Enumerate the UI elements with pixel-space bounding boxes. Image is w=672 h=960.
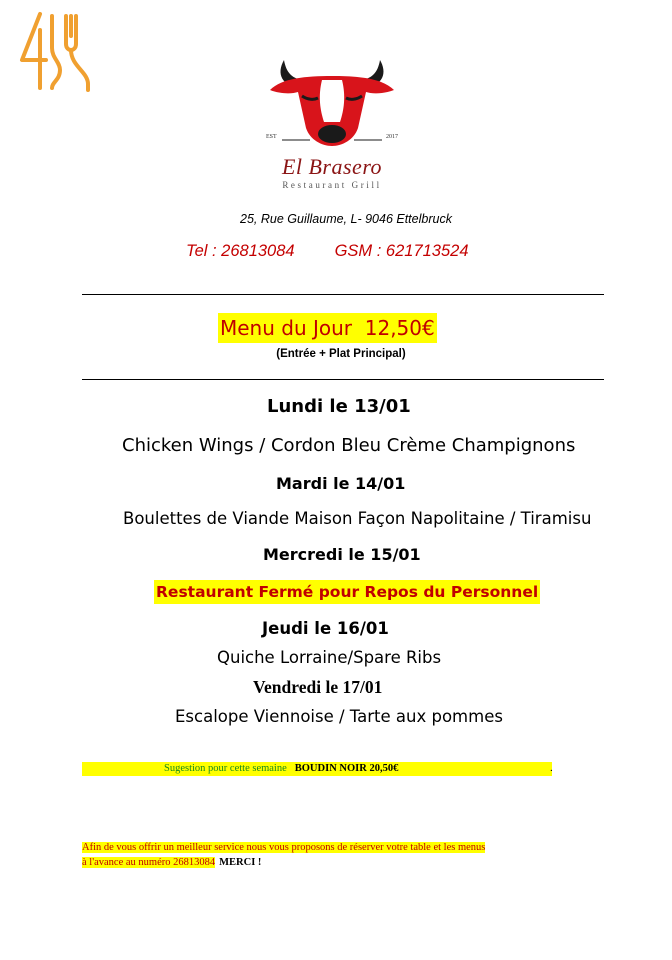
dish-thursday: Quiche Lorraine/Spare Ribs	[217, 648, 442, 667]
dish-friday: Escalope Viennoise / Tarte aux pommes	[175, 707, 503, 726]
divider-top	[82, 294, 604, 295]
menu-subtitle: (Entrée + Plat Principal)	[276, 348, 406, 360]
day-wednesday: Mercredi le 15/01	[263, 545, 421, 564]
notice-merci: MERCI !	[219, 857, 262, 868]
day-monday: Lundi le 13/01	[267, 396, 411, 417]
suggestion-label: Sugestion pour cette semaine	[164, 763, 287, 774]
brand-est-right: 2017	[386, 134, 398, 140]
notice-line2: à l'avance au numéro 26813084	[82, 857, 216, 868]
tel-number: Tel : 26813084	[186, 242, 295, 260]
notice-line1: Afin de vous offrir un meilleur service nous vous proposons de réserver votre table et les menus	[82, 842, 486, 853]
bull-head-logo-icon	[262, 50, 402, 150]
fork-knife-logo-icon	[14, 10, 90, 94]
reservation-notice	[82, 840, 602, 870]
closed-notice: Restaurant Fermé pour Repos du Personnel	[154, 580, 540, 604]
day-thursday: Jeudi le 16/01	[262, 619, 389, 638]
gsm-number: GSM : 621713524	[334, 242, 469, 260]
suggestion-line	[164, 763, 398, 774]
dish-tuesday: Boulettes de Viande Maison Façon Napolitaine / Tiramisu	[123, 509, 592, 528]
dish-monday: Chicken Wings / Cordon Bleu Crème Champignons	[122, 435, 576, 456]
day-tuesday: Mardi le 14/01	[276, 474, 406, 493]
brand-est-left: EST	[266, 134, 277, 140]
brand-name: El Brasero	[281, 154, 383, 179]
brand-subtitle: Restaurant Grill	[282, 180, 382, 190]
divider-bottom	[82, 379, 604, 380]
address: 25, Rue Guillaume, L- 9046 Ettelbruck	[240, 212, 452, 226]
suggestion-end: .	[550, 762, 553, 774]
day-friday: Vendredi le 17/01	[253, 677, 383, 697]
phone-numbers	[186, 242, 469, 261]
suggestion-item: BOUDIN NOIR 20,50€	[294, 763, 399, 774]
menu-title: Menu du Jour 12,50€	[218, 313, 437, 343]
